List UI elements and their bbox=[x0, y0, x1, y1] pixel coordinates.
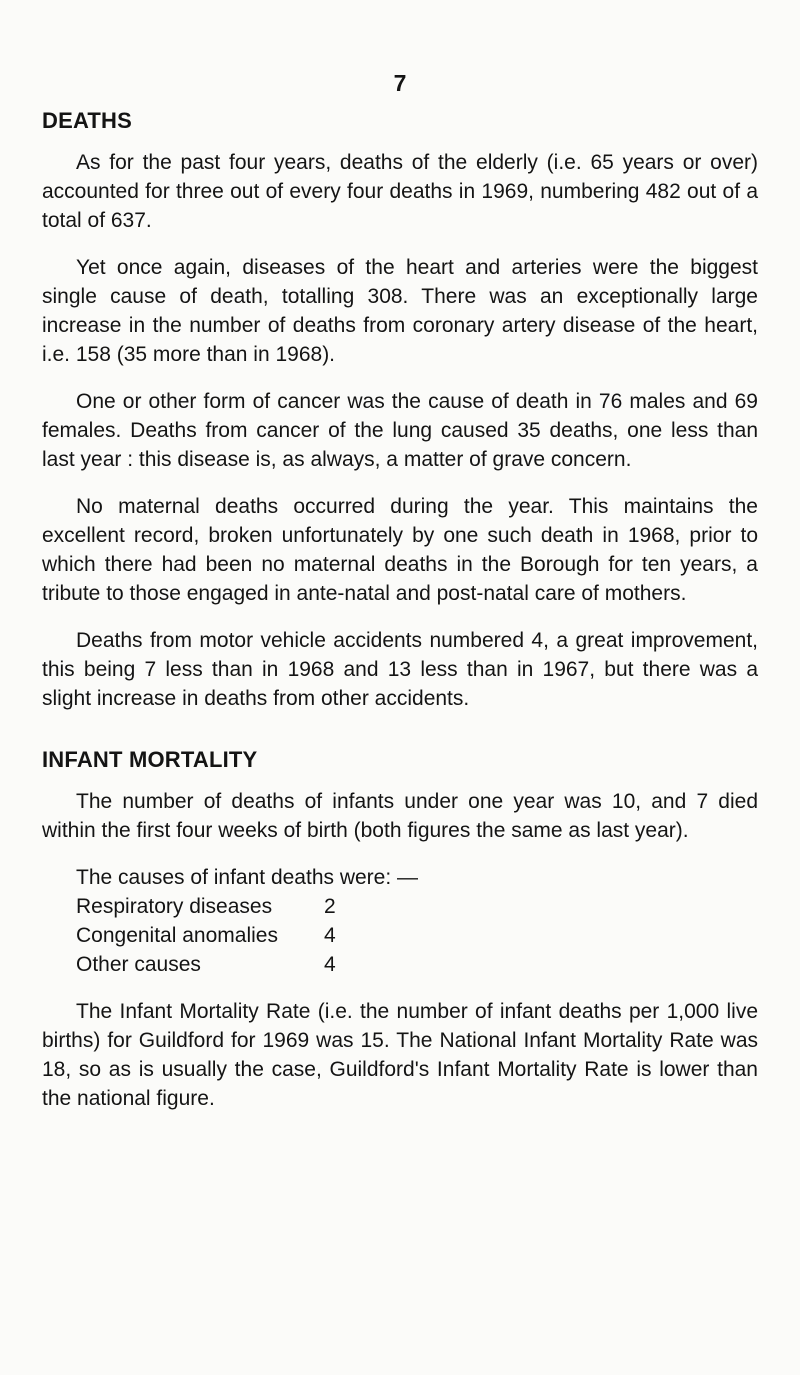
cause-row bbox=[42, 892, 758, 921]
infant-mortality-heading: INFANT MORTALITY bbox=[42, 747, 258, 772]
cause-count: 4 bbox=[324, 953, 336, 976]
infant-causes-intro: The causes of infant deaths were: — bbox=[76, 866, 419, 889]
page-number: 7 bbox=[393, 70, 407, 96]
infant-mortality-intro: The number of deaths of infants under one year was 10, and 7 died within the first four weeks of birth (both figures the same as last year). bbox=[42, 790, 758, 842]
cause-count: 4 bbox=[324, 924, 336, 947]
cause-row bbox=[42, 950, 758, 979]
infant-causes-list bbox=[42, 892, 758, 979]
deaths-paragraph-elderly: As for the past four years, deaths of the elderly (i.e. 65 years or over) accounted for three out of every four deaths in 1969, numbering 482 out of a total of 637. bbox=[42, 151, 758, 232]
page-content bbox=[42, 106, 758, 1131]
infant-mortality-rate-paragraph: The Infant Mortality Rate (i.e. the number of infant deaths per 1,000 live births) for Guildford for 1969 was 15. The National Infant Mortality Rate was 18, so as is usually the case, Guildford's Infant Mortality Rate is lower than the national figure. bbox=[42, 1000, 758, 1110]
cause-name: Other causes bbox=[76, 953, 201, 976]
deaths-paragraph-heart: Yet once again, diseases of the heart and arteries were the biggest single cause of death, totalling 308. There was an exceptionally large increase in the number of deaths from coronary artery disease of the heart, i.e. 158 (35 more than in 1968). bbox=[42, 256, 758, 366]
deaths-paragraph-cancer: One or other form of cancer was the cause of death in 76 males and 69 females. Deaths from cancer of the lung caused 35 deaths, one less than last year : this disease is, as always, a matter of grave concern. bbox=[42, 390, 758, 471]
cause-count: 2 bbox=[324, 895, 336, 918]
deaths-heading: DEATHS bbox=[42, 108, 133, 133]
deaths-paragraph-accidents: Deaths from motor vehicle accidents numbered 4, a great improvement, this being 7 less than in 1968 and 13 less than in 1967, but there was a slight increase in deaths from other accidents. bbox=[42, 629, 758, 710]
deaths-paragraph-maternal: No maternal deaths occurred during the year. This maintains the excellent record, broken unfortunately by one such death in 1968, prior to which there had been no maternal deaths in the Borough for ten years, a tribute to those engaged in ante-natal and post-natal care of mothers. bbox=[42, 495, 758, 605]
cause-name: Respiratory diseases bbox=[76, 895, 273, 918]
cause-row bbox=[42, 921, 758, 950]
cause-name: Congenital anomalies bbox=[76, 924, 278, 947]
